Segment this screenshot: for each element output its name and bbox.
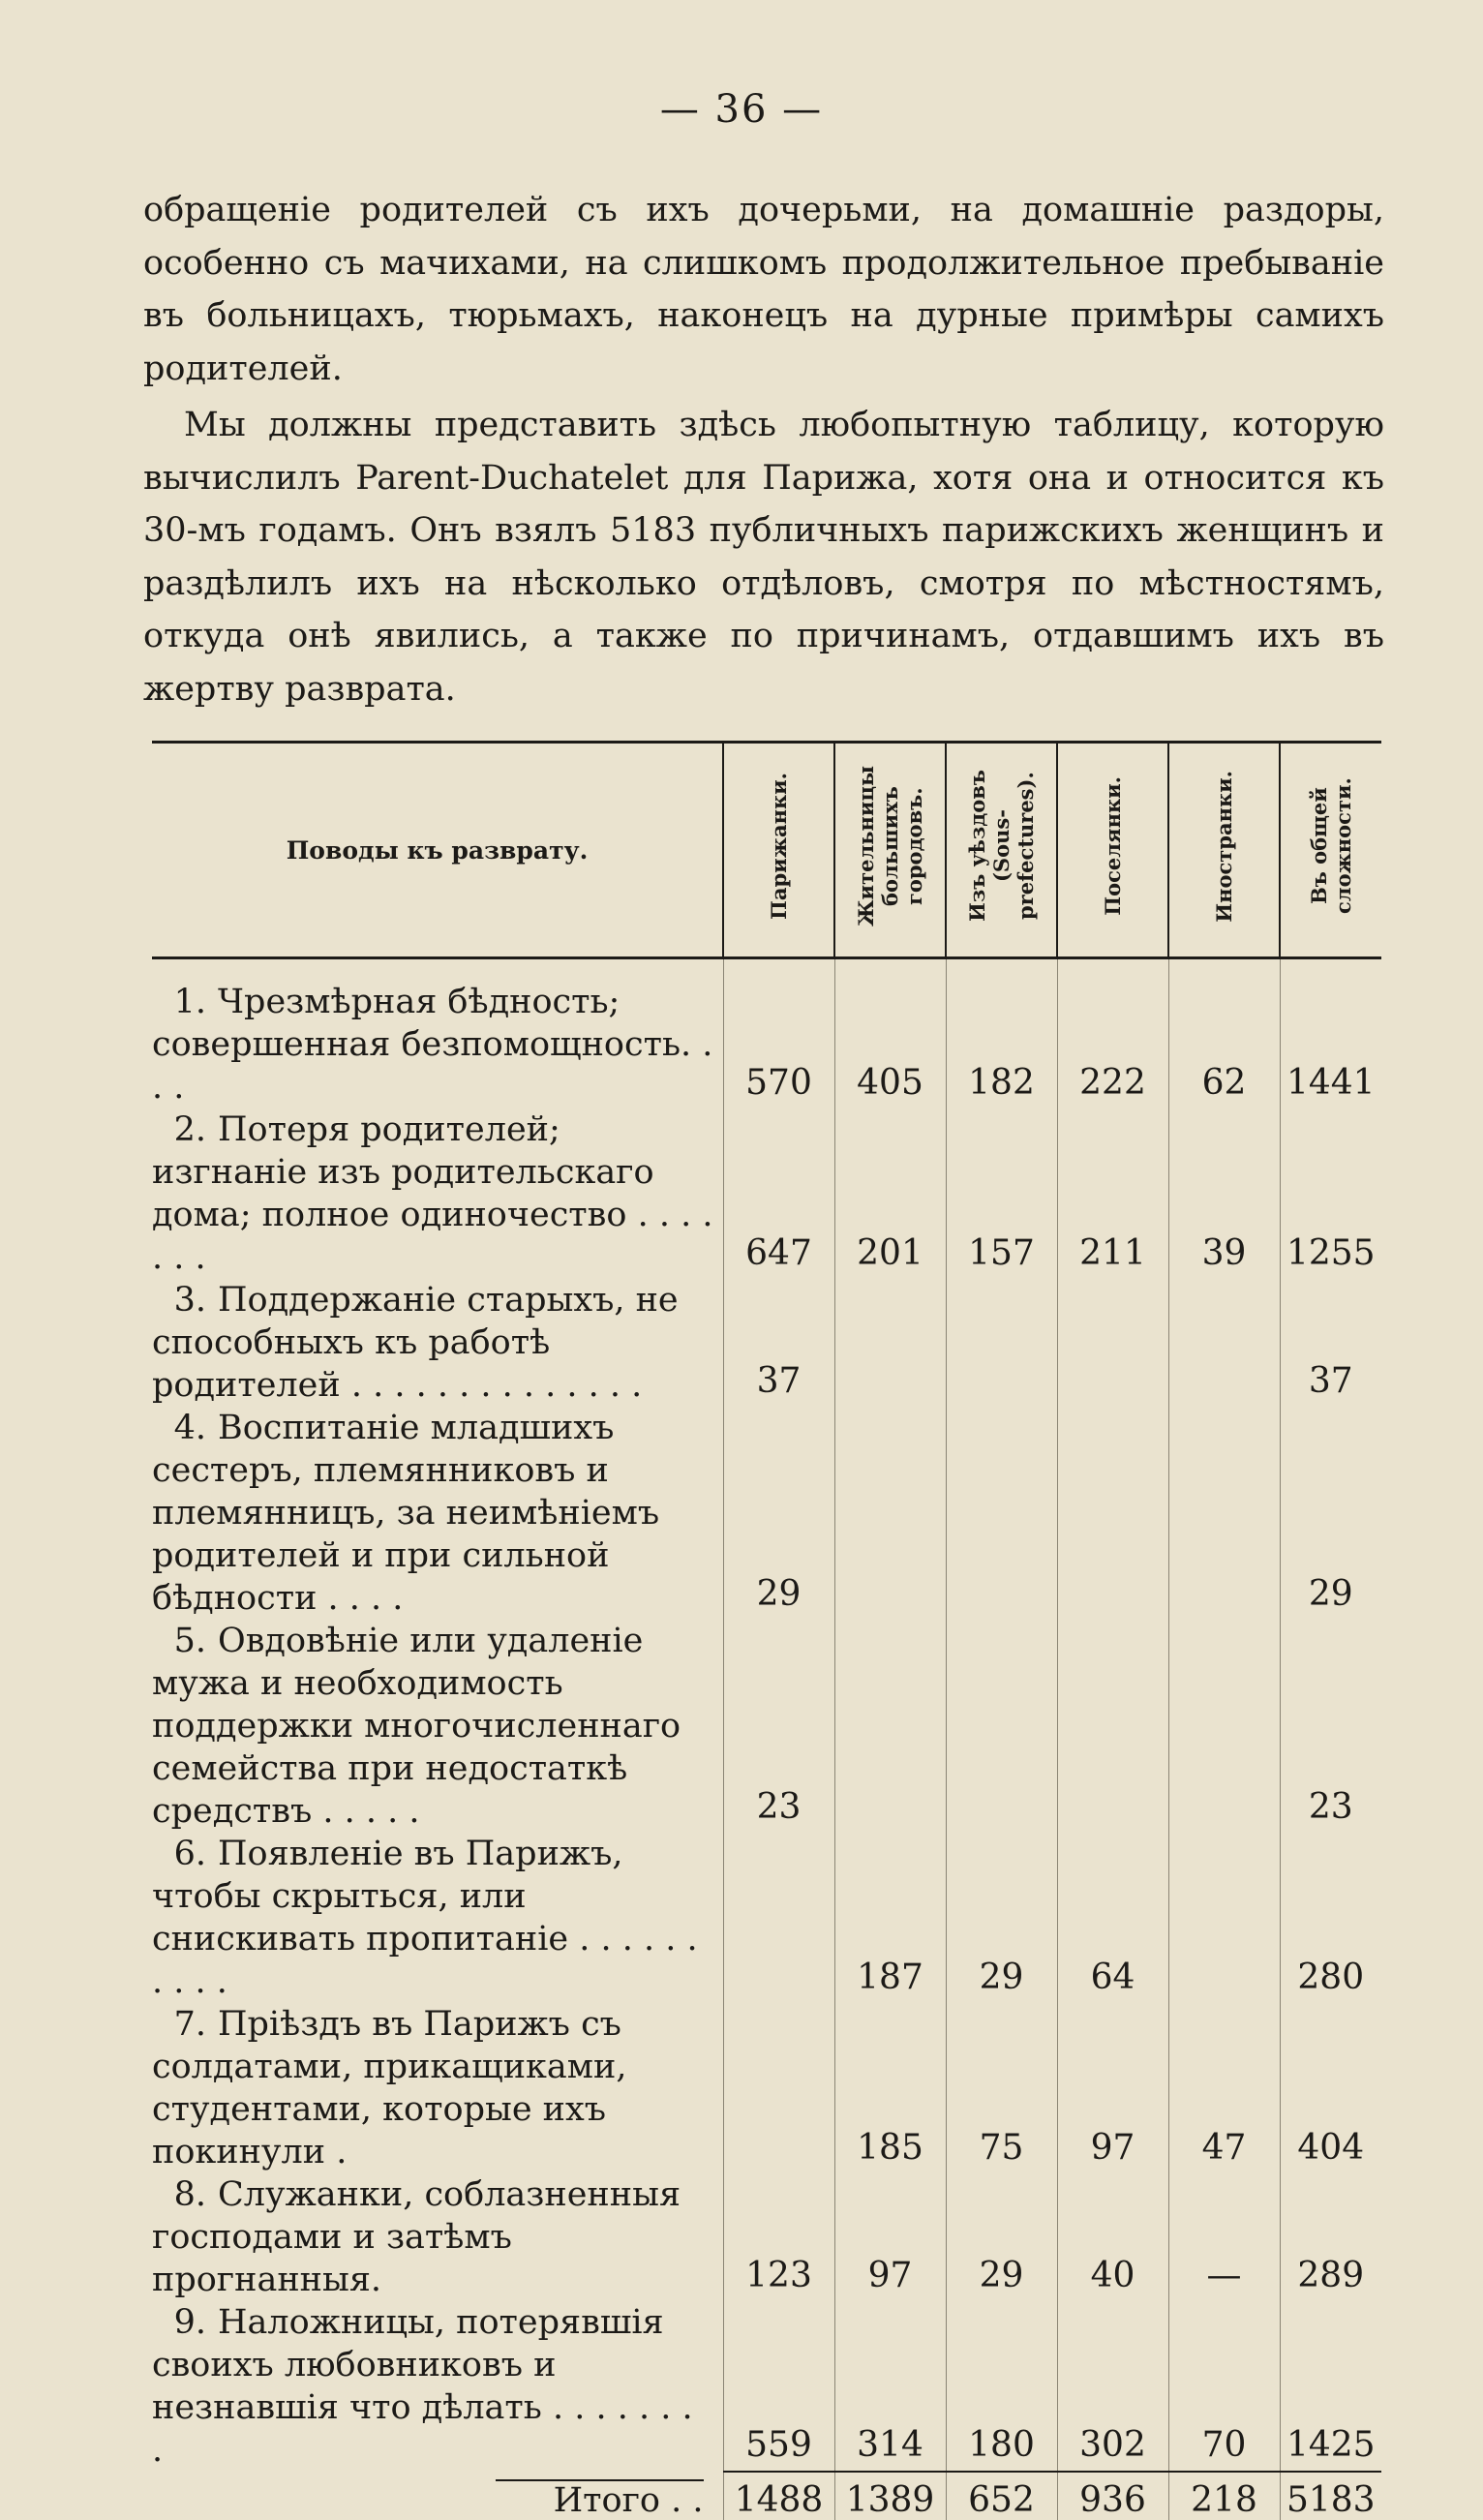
- reason-cell: [152, 2173, 723, 2301]
- reason-text: Потеря родителей; изгнаніе изъ родительскаго дома; полное одиночество . . . . . . .: [152, 1110, 713, 1277]
- reason-cell: [152, 1407, 723, 1620]
- table-body: [152, 958, 1381, 2473]
- value-cell: [946, 1620, 1057, 1833]
- total-value: 5183: [1280, 2472, 1381, 2520]
- header-big-cities-label: Жительницы большихъ городовъ.: [854, 765, 926, 927]
- value-cell: 29: [723, 1407, 834, 1620]
- header-peasants-label: Поселянки.: [1101, 776, 1125, 916]
- reason-text: Служанки, соблазненныя господами и затѣмъ прогнанныя.: [152, 2175, 681, 2299]
- value-cell: 64: [1057, 1833, 1168, 2003]
- reason-number: 6.: [173, 1835, 206, 1873]
- page-number: — 36 —: [659, 87, 824, 132]
- reason-cell: [152, 2301, 723, 2472]
- reason-cell: [152, 1279, 723, 1407]
- reason-number: 3.: [173, 1281, 206, 1320]
- header-total: [1280, 743, 1381, 958]
- reason-number: 4.: [173, 1409, 206, 1447]
- value-cell: [1057, 1620, 1168, 1833]
- value-cell: [946, 1407, 1057, 1620]
- value-cell: 314: [834, 2301, 946, 2472]
- value-cell: 180: [946, 2301, 1057, 2472]
- value-cell: [723, 1833, 834, 2003]
- totals-label: Итого . .: [496, 2479, 704, 2520]
- header-foreigners: [1168, 743, 1280, 958]
- reason-text: Появленіе въ Парижъ, чтобы скрыться, или снискивать пропитаніе . . . . . . . . . .: [152, 1835, 698, 2001]
- reason-cell: [152, 1833, 723, 2003]
- value-cell: [723, 2003, 834, 2173]
- value-cell: 405: [834, 958, 946, 1109]
- value-cell: 1425: [1280, 2301, 1381, 2472]
- value-cell: 559: [723, 2301, 834, 2472]
- value-cell: 37: [723, 1279, 834, 1407]
- total-value: 218: [1168, 2472, 1280, 2520]
- value-cell: 75: [946, 2003, 1057, 2173]
- header-reasons: Поводы къ разврату.: [152, 743, 723, 958]
- total-value: 652: [946, 2472, 1057, 2520]
- statistics-table: [152, 741, 1381, 2520]
- reason-cell: [152, 1108, 723, 1279]
- value-cell: 37: [1280, 1279, 1381, 1407]
- value-cell: 404: [1280, 2003, 1381, 2173]
- header-big-cities: [834, 743, 946, 958]
- header-districts: [946, 743, 1057, 958]
- value-cell: 157: [946, 1108, 1057, 1279]
- reason-text: Овдовѣніе или удаленіе мужа и необходимость поддержки многочисленнаго семейства при недостаткѣ средствъ . . . . .: [152, 1622, 681, 1831]
- table-row: [152, 2173, 1381, 2301]
- reason-text: Поддержаніе старыхъ, не способныхъ къ работѣ родителей . . . . . . . . . . . . . .: [152, 1281, 679, 1405]
- reason-number: 1.: [173, 983, 206, 1021]
- value-cell: 47: [1168, 2003, 1280, 2173]
- value-cell: 29: [946, 2173, 1057, 2301]
- total-value: 936: [1057, 2472, 1168, 2520]
- reason-text: Чрезмѣрная бѣдность; совершенная безпомощность. . . .: [152, 983, 713, 1107]
- value-cell: 97: [834, 2173, 946, 2301]
- value-cell: 39: [1168, 1108, 1280, 1279]
- value-cell: 570: [723, 958, 834, 1109]
- header-total-label: Въ общей сложности.: [1307, 777, 1355, 915]
- value-cell: —: [1168, 2173, 1280, 2301]
- value-cell: 123: [723, 2173, 834, 2301]
- value-cell: 280: [1280, 1833, 1381, 2003]
- value-cell: 647: [723, 1108, 834, 1279]
- reason-number: 7.: [173, 2005, 206, 2044]
- value-cell: [1057, 1279, 1168, 1407]
- value-cell: 222: [1057, 958, 1168, 1109]
- value-cell: [1168, 1279, 1280, 1407]
- value-cell: 185: [834, 2003, 946, 2173]
- value-cell: 23: [723, 1620, 834, 1833]
- header-parisians: [723, 743, 834, 958]
- value-cell: 29: [1280, 1407, 1381, 1620]
- value-cell: [834, 1279, 946, 1407]
- reason-text: Воспитаніе младшихъ сестеръ, племянниковъ и племянницъ, за неимѣніемъ родителей и при сильной бѣдности . . . .: [152, 1409, 660, 1618]
- value-cell: 182: [946, 958, 1057, 1109]
- table-row: [152, 1407, 1381, 1620]
- header-parisians-label: Парижанки.: [767, 773, 791, 920]
- header-foreigners-label: Иностранки.: [1212, 770, 1236, 923]
- value-cell: [946, 1279, 1057, 1407]
- table-row: [152, 1620, 1381, 1833]
- value-cell: [1168, 1833, 1280, 2003]
- paragraph-1: обращеніе родителей съ ихъ дочерьми, на домашніе раздоры, особенно съ мачихами, на слишкомъ продолжительное пребываніе въ больницахъ, тюрьмахъ, наконецъ на дурные примѣры самихъ родителей.: [143, 191, 1384, 388]
- value-cell: 201: [834, 1108, 946, 1279]
- value-cell: 62: [1168, 958, 1280, 1109]
- reason-number: 9.: [173, 2303, 206, 2342]
- value-cell: [1168, 1620, 1280, 1833]
- reason-text: Пріѣздъ въ Парижъ съ солдатами, прикащиками, студентами, которые ихъ покинули .: [152, 2005, 627, 2171]
- value-cell: 187: [834, 1833, 946, 2003]
- reason-cell: [152, 958, 723, 1109]
- table-row: [152, 1279, 1381, 1407]
- value-cell: 211: [1057, 1108, 1168, 1279]
- table-header-row: [152, 743, 1381, 958]
- value-cell: 289: [1280, 2173, 1381, 2301]
- table-row: [152, 2301, 1381, 2472]
- header-peasants: [1057, 743, 1168, 958]
- reason-number: 5.: [173, 1622, 206, 1660]
- total-value: 1488: [723, 2472, 834, 2520]
- table-row: [152, 2003, 1381, 2173]
- paragraph-2: Мы должны представить здѣсь любопытную таблицу, которую вычислилъ Parent-Duchatelet для Парижа, хотя она и относится къ 30-мъ годамъ. Онъ взялъ 5183 публичныхъ парижскихъ женщинъ и раздѣлилъ ихъ на нѣсколько отдѣловъ, смотря по мѣстностямъ, откуда онѣ явились, а также по причинамъ, отдавшимъ ихъ въ жертву разврата.: [143, 406, 1384, 709]
- table-row: [152, 958, 1381, 1109]
- value-cell: 302: [1057, 2301, 1168, 2472]
- value-cell: 40: [1057, 2173, 1168, 2301]
- reason-number: 2.: [173, 1110, 206, 1149]
- value-cell: 70: [1168, 2301, 1280, 2472]
- total-value: 1389: [834, 2472, 946, 2520]
- value-cell: [834, 1407, 946, 1620]
- reason-cell: [152, 2003, 723, 2173]
- value-cell: 1255: [1280, 1108, 1381, 1279]
- value-cell: [1168, 1407, 1280, 1620]
- totals-label-cell: [152, 2472, 723, 2520]
- value-cell: 29: [946, 1833, 1057, 2003]
- table-row: [152, 1833, 1381, 2003]
- value-cell: [834, 1620, 946, 1833]
- header-districts-label: Изъ уѣздовъ (Sous-prefectures).: [965, 770, 1038, 923]
- value-cell: 1441: [1280, 958, 1381, 1109]
- value-cell: [1057, 1407, 1168, 1620]
- reason-number: 8.: [173, 2175, 206, 2214]
- value-cell: 23: [1280, 1620, 1381, 1833]
- table-row: [152, 1108, 1381, 1279]
- body-text: [143, 184, 1384, 715]
- reason-cell: [152, 1620, 723, 1833]
- totals-row: [152, 2472, 1381, 2520]
- value-cell: 97: [1057, 2003, 1168, 2173]
- reason-text: Наложницы, потерявшія своихъ любовниковъ и незнавшія что дѣлать . . . . . . . .: [152, 2303, 693, 2470]
